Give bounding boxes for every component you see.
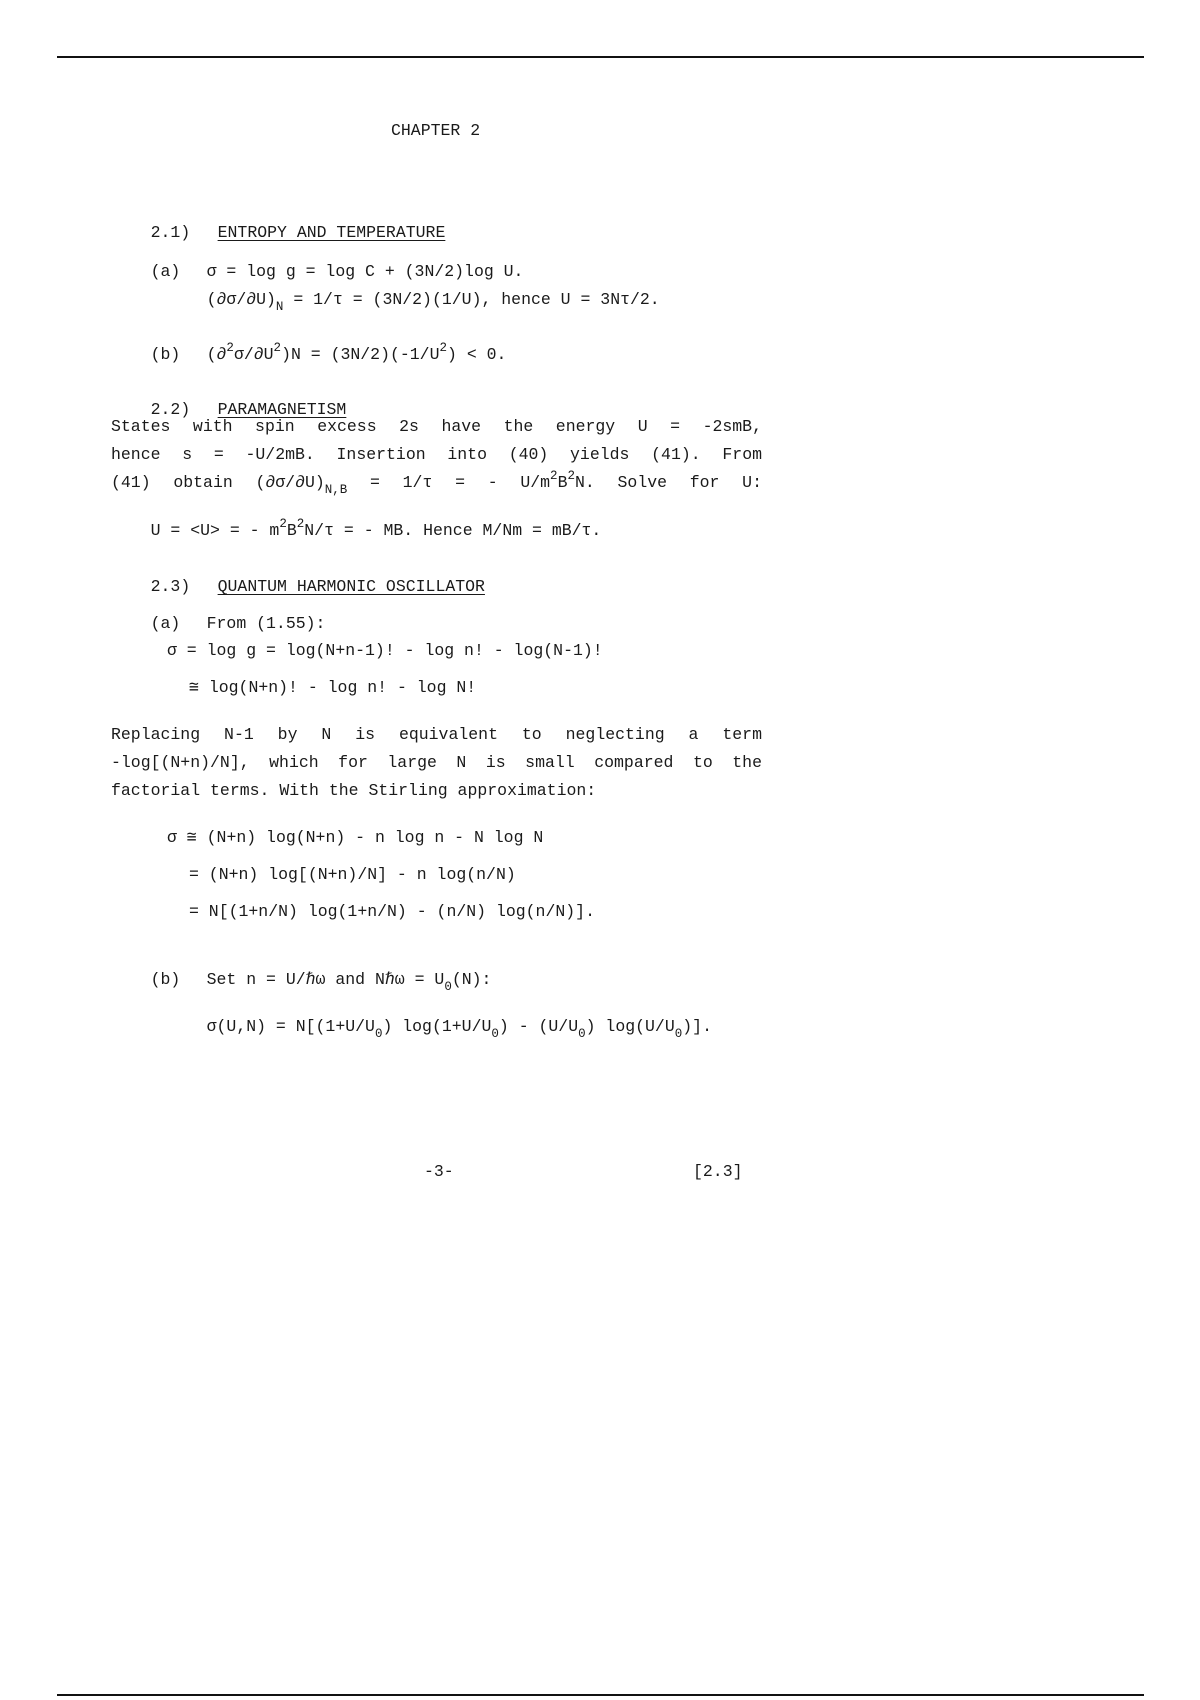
section-title: QUANTUM HARMONIC OSCILLATOR (217, 577, 485, 596)
text-part: N. Solve for U: (574, 473, 762, 492)
text-part: (41) obtain (∂σ/∂U) (111, 473, 325, 492)
page-number: -3- (424, 1162, 454, 1181)
s23-eq5: = N[(1+n/N) log(1+n/N) - (n/N) log(n/N)]. (189, 902, 595, 921)
equation-part: ) log(1+U/U (382, 1017, 492, 1036)
s23-eq4: = (N+n) log[(N+n)/N] - n log(n/N) (189, 865, 516, 884)
equation-part: ) - (U/U (498, 1017, 579, 1036)
text-part: Set n = U/ℏω and Nℏω = U (206, 970, 445, 989)
s23-para1: Replacing N-1 by N is equivalent to neglecting a term (111, 725, 762, 744)
top-rule (57, 56, 1144, 58)
superscript: 2 (273, 341, 282, 355)
section-reference: [2.3] (693, 1162, 743, 1181)
s21-a-line2 (167, 270, 660, 330)
s23-eq6 (167, 997, 712, 1057)
superscript: 2 (296, 517, 305, 531)
subscript: N (275, 300, 284, 314)
s21-b-line (111, 325, 506, 385)
s23-eq1: σ = log g = log(N+n-1)! - log n! - log(N-1)! (167, 641, 603, 660)
s23-para2: -log[(N+n)/N], which for large N is small compared to the (111, 753, 762, 772)
equation-part: = 1/τ = (3N/2)(1/U), hence U = 3Nτ/2. (283, 290, 660, 309)
text-part: U = <U> = - m (150, 521, 280, 540)
superscript: 2 (550, 469, 558, 483)
equation-part: ) log(U/U (585, 1017, 675, 1036)
subscript: 0 (491, 1027, 499, 1041)
item-label: (a) (150, 614, 181, 633)
s23-para3: factorial terms. With the Stirling approximation: (111, 781, 597, 800)
equation-part: σ(U,N) = N[(1+U/U (206, 1017, 375, 1036)
s22-line3 (111, 469, 762, 497)
section-number: 2.2) (150, 400, 191, 419)
s22-line2: hence s = -U/2mB. Insertion into (40) yields (41). From (111, 445, 762, 464)
equation-part: ) < 0. (447, 345, 507, 364)
superscript: 2 (439, 341, 448, 355)
equation-part: )]. (682, 1017, 712, 1036)
s22-line1: States with spin excess 2s have the energy U = -2smB, (111, 417, 762, 436)
equation-text: σ = log g = log C + (3N/2)log U. (206, 262, 524, 281)
chapter-title: CHAPTER 2 (391, 121, 481, 140)
equation-part: σ/∂U (233, 345, 274, 364)
section-title: PARAMAGNETISM (217, 400, 347, 419)
subscript: 0 (578, 1027, 586, 1041)
section-number: 2.1) (150, 223, 191, 242)
superscript: 2 (279, 517, 287, 531)
text-part: B (286, 521, 297, 540)
equation-part: )N = (3N/2)(-1/U (281, 345, 440, 364)
section-number: 2.3) (150, 577, 191, 596)
text-part: N/τ = - MB. Hence M/Nm = mB/τ. (304, 521, 602, 540)
superscript: 2 (226, 341, 234, 355)
equation-part: (∂ (206, 345, 227, 364)
s23-eq3: σ ≅ (N+n) log(N+n) - n log n - N log N (167, 828, 544, 847)
subscript: 0 (374, 1027, 383, 1041)
item-text: From (1.55): (206, 614, 326, 633)
item-label: (b) (150, 345, 181, 364)
s22-line4 (111, 501, 601, 561)
subscript: 0 (444, 980, 452, 994)
item-label: (a) (150, 262, 181, 281)
text-part: B (557, 473, 568, 492)
s23-eq2: ≅ log(N+n)! - log n! - log N! (189, 678, 477, 697)
subscript: N,B (324, 483, 348, 497)
text-part: (N): (451, 970, 492, 989)
item-label: (b) (150, 970, 181, 989)
bottom-rule (57, 1694, 1144, 1696)
equation-part: (∂σ/∂U) (206, 290, 276, 309)
section-title: ENTROPY AND TEMPERATURE (217, 223, 446, 242)
subscript: 0 (674, 1027, 683, 1041)
text-part: = 1/τ = - U/m (347, 473, 551, 492)
superscript: 2 (567, 469, 575, 483)
